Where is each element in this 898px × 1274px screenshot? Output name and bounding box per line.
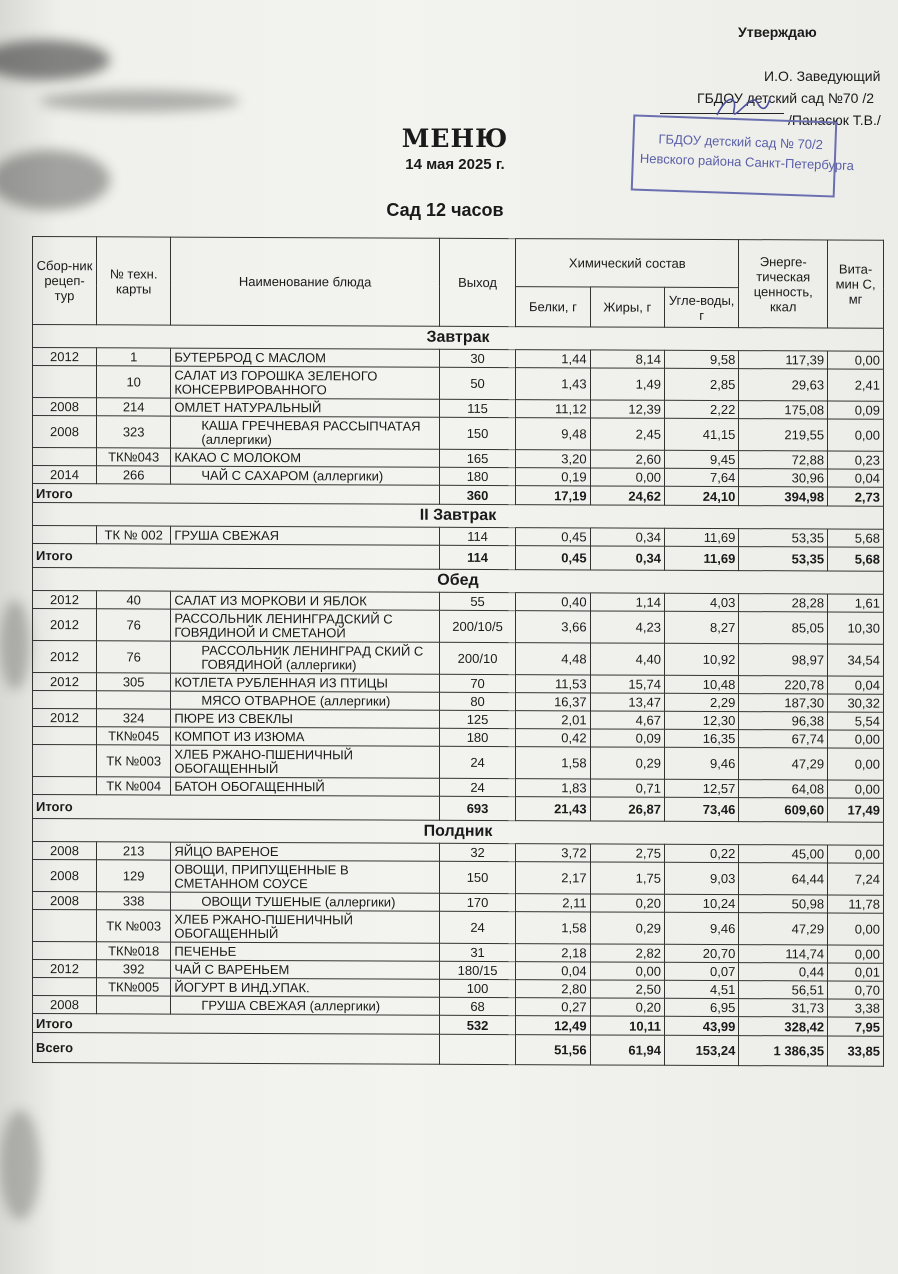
tech-card-number: 392 <box>97 960 171 978</box>
energy-value: 98,97 <box>739 644 828 676</box>
total-fat: 26,87 <box>590 797 664 821</box>
menu-row <box>33 416 884 452</box>
carbs-value: 8,27 <box>664 611 738 643</box>
recipe-collection: 2012 <box>33 709 97 727</box>
dish-yield: 70 <box>439 674 515 692</box>
vitamin-c-value: 7,24 <box>828 863 884 895</box>
total-vitamin-c: 7,95 <box>828 1017 884 1036</box>
tech-card-number: 1 <box>97 348 171 366</box>
energy-value: 117,39 <box>739 351 828 369</box>
tech-card-number: 76 <box>97 641 171 673</box>
dish-yield: 114 <box>439 527 515 545</box>
recipe-collection: 2008 <box>33 398 97 416</box>
vitamin-c-value: 0,00 <box>828 845 884 863</box>
dish-name: САЛАТ ИЗ ГОРОШКА ЗЕЛЕНОГО КОНСЕРВИРОВАННОГО <box>171 366 440 399</box>
total-energy: 328,42 <box>739 1017 828 1036</box>
col-protein: Белки, г <box>516 287 590 327</box>
energy-value: 0,44 <box>739 963 828 981</box>
section-title: II Завтрак <box>33 503 884 530</box>
recipe-collection <box>33 727 97 745</box>
recipe-collection: 2014 <box>33 466 97 484</box>
carbs-value: 9,03 <box>664 862 738 894</box>
tech-card-number: 338 <box>97 892 171 910</box>
recipe-collection: 2012 <box>33 673 97 691</box>
protein-value: 2,18 <box>516 944 590 962</box>
menu-row <box>33 910 884 946</box>
energy-value: 56,51 <box>739 981 828 999</box>
section-total-row <box>33 544 884 572</box>
energy-value: 64,44 <box>739 863 828 895</box>
fat-value: 0,00 <box>590 468 664 486</box>
dish-yield: 55 <box>439 592 515 610</box>
tech-card-number: ТК № 002 <box>97 526 171 544</box>
tech-card-number: 324 <box>97 709 171 727</box>
recipe-collection: 2008 <box>33 416 97 448</box>
tech-card-number: ТК№005 <box>97 978 171 996</box>
org-label: ГБДОУ детский сад №70 /2 <box>697 90 875 106</box>
dish-yield: 180 <box>439 467 515 485</box>
protein-value: 0,45 <box>516 528 590 546</box>
recipe-collection <box>33 691 97 709</box>
total-protein: 21,43 <box>516 797 590 821</box>
energy-value: 114,74 <box>739 945 828 963</box>
vitamin-c-value: 30,32 <box>828 694 884 712</box>
section-title: Обед <box>33 568 884 595</box>
carbs-value: 10,48 <box>664 675 738 693</box>
recipe-collection: 2012 <box>33 591 97 609</box>
fat-value: 2,60 <box>590 450 664 468</box>
menu-table <box>32 236 884 1067</box>
carbs-value: 2,22 <box>664 400 738 418</box>
total-carbs: 24,10 <box>664 486 738 505</box>
tech-card-number: 214 <box>97 398 171 416</box>
carbs-value: 10,92 <box>664 643 738 675</box>
dish-yield: 50 <box>439 367 515 399</box>
dish-name: ХЛЕБ РЖАНО-ПШЕНИЧНЫЙ ОБОГАЩЕННЫЙ <box>171 910 440 943</box>
recipe-collection: 2008 <box>33 892 97 910</box>
recipe-collection: 2008 <box>33 842 97 860</box>
section-total-row <box>33 795 884 823</box>
total-vitamin-c: 2,73 <box>828 487 884 506</box>
carbs-value: 12,57 <box>664 779 738 797</box>
vitamin-c-value: 0,00 <box>828 351 884 369</box>
scan-smudge <box>0 600 30 690</box>
grand-total-fat: 61,94 <box>590 1035 664 1065</box>
col-card: № техн. карты <box>97 237 171 325</box>
dish-name: БАТОН ОБОГАЩЕННЫЙ <box>171 777 440 796</box>
dish-name: ЙОГУРТ В ИНД.УПАК. <box>171 978 440 997</box>
energy-value: 47,29 <box>739 748 828 780</box>
col-fat: Жиры, г <box>590 287 664 327</box>
fat-value: 0,29 <box>590 747 664 779</box>
vitamin-c-value: 0,00 <box>828 780 884 798</box>
fat-value: 13,47 <box>590 693 664 711</box>
vitamin-c-value: 0,00 <box>828 730 884 748</box>
fat-value: 2,82 <box>590 944 664 962</box>
energy-value: 28,28 <box>739 594 828 612</box>
section-title: Полдник <box>33 819 884 846</box>
tech-card-number: 76 <box>97 609 171 641</box>
protein-value: 2,01 <box>516 711 590 729</box>
energy-value: 50,98 <box>739 895 828 913</box>
carbs-value: 9,45 <box>664 450 738 468</box>
dish-yield: 32 <box>439 843 515 861</box>
col-vitc: Вита-мин С, мг <box>828 240 884 328</box>
dish-yield: 115 <box>439 399 515 417</box>
dish-name: САЛАТ ИЗ МОРКОВИ И ЯБЛОК <box>171 591 440 610</box>
recipe-collection: 2012 <box>33 348 97 366</box>
col-chem: Химический состав <box>516 239 739 288</box>
dish-name: КАКАО С МОЛОКОМ <box>171 448 440 467</box>
carbs-value: 9,58 <box>664 350 738 368</box>
dish-name: ЧАЙ С САХАРОМ (аллергики) <box>171 466 440 485</box>
protein-value: 0,42 <box>516 729 590 747</box>
vitamin-c-value: 5,68 <box>828 529 884 547</box>
energy-value: 187,30 <box>739 694 828 712</box>
carbs-value: 6,95 <box>664 998 738 1016</box>
vitamin-c-value: 0,00 <box>828 419 884 451</box>
vitamin-c-value: 0,04 <box>828 469 884 487</box>
total-yield: 532 <box>439 1015 515 1034</box>
fat-value: 0,00 <box>590 962 664 980</box>
recipe-collection <box>33 366 97 398</box>
dish-name: ОВОЩИ ТУШЕНЫЕ (аллергики) <box>171 892 440 911</box>
recipe-collection: 2012 <box>33 960 97 978</box>
fat-value: 2,45 <box>590 418 664 450</box>
tech-card-number <box>97 996 171 1014</box>
fat-value: 1,75 <box>590 862 664 894</box>
vitamin-c-value: 11,78 <box>828 895 884 913</box>
fat-value: 2,75 <box>590 844 664 862</box>
menu-title: МЕНЮ <box>401 124 509 153</box>
tech-card-number: 40 <box>97 591 171 609</box>
carbs-value: 10,24 <box>664 894 738 912</box>
energy-value: 67,74 <box>739 730 828 748</box>
total-carbs: 43,99 <box>664 1016 738 1035</box>
dish-name: ЯЙЦО ВАРЕНОЕ <box>171 842 440 861</box>
total-label: Итого <box>33 1014 440 1035</box>
protein-value: 1,44 <box>516 350 590 368</box>
vitamin-c-value: 3,38 <box>828 999 884 1017</box>
tech-card-number: ТК №004 <box>97 777 171 795</box>
dish-name: ЧАЙ С ВАРЕНЬЕМ <box>171 960 440 979</box>
dish-name: ХЛЕБ РЖАНО-ПШЕНИЧНЫЙ ОБОГАЩЕННЫЙ <box>171 745 440 778</box>
menu-body <box>33 325 884 1067</box>
recipe-collection <box>33 978 97 996</box>
fat-value: 4,23 <box>590 611 664 643</box>
energy-value: 85,05 <box>739 612 828 644</box>
dish-yield: 180 <box>439 728 515 746</box>
grand-total-protein: 51,56 <box>516 1035 590 1065</box>
recipe-collection <box>33 448 97 466</box>
total-vitamin-c: 5,68 <box>828 547 884 571</box>
vitamin-c-value: 34,54 <box>828 644 884 676</box>
fat-value: 0,34 <box>590 528 664 546</box>
total-label: Итого <box>33 544 440 570</box>
dish-name: ОМЛЕТ НАТУРАЛЬНЫЙ <box>171 398 440 417</box>
carbs-value: 2,85 <box>664 368 738 400</box>
grand-total-label: Всего <box>33 1033 440 1065</box>
tech-card-number: ТК№018 <box>97 942 171 960</box>
carbs-value: 2,29 <box>664 693 738 711</box>
protein-value: 3,66 <box>516 611 590 643</box>
scan-smudge <box>40 90 240 112</box>
total-yield: 693 <box>439 796 515 820</box>
total-fat: 24,62 <box>590 486 664 505</box>
grand-total-carbs: 153,24 <box>664 1035 738 1065</box>
energy-value: 31,73 <box>739 999 828 1017</box>
fat-value: 4,67 <box>590 711 664 729</box>
tech-card-number: 266 <box>97 466 171 484</box>
recipe-collection <box>33 942 97 960</box>
protein-value: 16,37 <box>516 693 590 711</box>
vitamin-c-value: 0,01 <box>828 963 884 981</box>
dish-name: ПЮРЕ ИЗ СВЕКЛЫ <box>171 709 440 728</box>
protein-value: 2,17 <box>516 862 590 894</box>
dish-name: КАША ГРЕЧНЕВАЯ РАССЫПЧАТАЯ (аллергики) <box>171 416 440 449</box>
vitamin-c-value: 0,00 <box>828 913 884 945</box>
protein-value: 4,48 <box>516 643 590 675</box>
recipe-collection <box>33 526 97 544</box>
energy-value: 47,29 <box>739 913 828 945</box>
menu-row <box>33 860 884 896</box>
energy-value: 96,38 <box>739 712 828 730</box>
total-yield: 360 <box>439 485 515 504</box>
grand-total-yield <box>439 1034 515 1064</box>
menu-row <box>33 609 884 645</box>
col-collection: Сбор-ник рецеп-тур <box>33 237 97 325</box>
group-title: Сад 12 часов <box>386 200 504 220</box>
dish-yield: 200/10/5 <box>439 610 515 642</box>
dish-name: ПЕЧЕНЬЕ <box>171 942 440 961</box>
vitamin-c-value: 0,00 <box>828 748 884 780</box>
total-yield: 114 <box>439 545 515 569</box>
stamp-line-1: ГБДОУ детский сад № 70/2 <box>658 131 824 153</box>
carbs-value: 20,70 <box>664 944 738 962</box>
protein-value: 3,72 <box>516 844 590 862</box>
protein-value: 2,11 <box>516 894 590 912</box>
total-energy: 609,60 <box>739 798 828 822</box>
fat-value: 4,40 <box>590 643 664 675</box>
tech-card-number <box>97 691 171 709</box>
grand-total-row <box>33 1033 884 1067</box>
dish-name: РАССОЛЬНИК ЛЕНИНГРАД СКИЙ С ГОВЯДИНОЙ (аллергики) <box>171 641 440 674</box>
carbs-value: 0,22 <box>664 844 738 862</box>
tech-card-number: 10 <box>97 366 171 398</box>
dish-name: РАССОЛЬНИК ЛЕНИНГРАДСКИЙ С ГОВЯДИНОЙ И СМЕТАНОЙ <box>171 609 440 642</box>
dish-yield: 24 <box>439 746 515 778</box>
dish-name: КОМПОТ ИЗ ИЗЮМА <box>171 727 440 746</box>
position-label: И.О. Заведующий <box>764 68 881 84</box>
menu-row <box>33 641 884 677</box>
menu-date: 14 мая 2025 г. <box>405 156 505 173</box>
dish-yield: 150 <box>439 417 515 449</box>
tech-card-number: ТК№045 <box>97 727 171 745</box>
energy-value: 72,88 <box>739 451 828 469</box>
dish-yield: 180/15 <box>439 961 515 979</box>
total-fat: 10,11 <box>590 1016 664 1035</box>
total-carbs: 73,46 <box>664 797 738 821</box>
col-carbs: Угле-воды, г <box>664 287 738 327</box>
col-name: Наименование блюда <box>171 237 440 326</box>
dish-name: ГРУША СВЕЖАЯ <box>171 526 440 545</box>
recipe-collection <box>33 777 97 795</box>
dish-yield: 170 <box>439 893 515 911</box>
fat-value: 0,20 <box>590 998 664 1016</box>
vitamin-c-value: 0,00 <box>828 945 884 963</box>
carbs-value: 7,64 <box>664 468 738 486</box>
fat-value: 12,39 <box>590 400 664 418</box>
carbs-value: 9,46 <box>664 912 738 944</box>
carbs-value: 9,46 <box>664 747 738 779</box>
carbs-value: 0,07 <box>664 962 738 980</box>
menu-row <box>33 745 884 781</box>
grand-total-vitamin-c: 33,85 <box>828 1036 884 1066</box>
recipe-collection: 2008 <box>33 996 97 1014</box>
protein-value: 1,83 <box>516 779 590 797</box>
fat-value: 15,74 <box>590 675 664 693</box>
tech-card-number: 129 <box>97 860 171 892</box>
total-label: Итого <box>33 795 440 821</box>
vitamin-c-value: 10,30 <box>828 612 884 644</box>
menu-row <box>33 366 884 402</box>
scan-smudge <box>0 1110 40 1220</box>
signer-name: /Панасюк Т.В./ <box>788 112 881 128</box>
dish-yield: 200/10 <box>439 642 515 674</box>
vitamin-c-value: 2,41 <box>828 369 884 401</box>
tech-card-number: 305 <box>97 673 171 691</box>
protein-value: 0,19 <box>516 468 590 486</box>
energy-value: 64,08 <box>739 780 828 798</box>
fat-value: 2,50 <box>590 980 664 998</box>
protein-value: 1,58 <box>516 747 590 779</box>
carbs-value: 41,15 <box>664 418 738 450</box>
dish-yield: 165 <box>439 449 515 467</box>
protein-value: 11,12 <box>516 400 590 418</box>
protein-value: 9,48 <box>516 418 590 450</box>
grand-total-energy: 1 386,35 <box>739 1036 828 1066</box>
protein-value: 2,80 <box>516 980 590 998</box>
protein-value: 1,58 <box>516 912 590 944</box>
dish-yield: 100 <box>439 979 515 997</box>
energy-value: 29,63 <box>739 369 828 401</box>
total-carbs: 11,69 <box>664 546 738 570</box>
energy-value: 175,08 <box>739 401 828 419</box>
fat-value: 1,49 <box>590 368 664 400</box>
energy-value: 220,78 <box>739 676 828 694</box>
protein-value: 0,04 <box>516 962 590 980</box>
total-energy: 394,98 <box>739 487 828 506</box>
dish-yield: 31 <box>439 943 515 961</box>
protein-value: 0,27 <box>516 998 590 1016</box>
tech-card-number: ТК №003 <box>97 910 171 942</box>
vitamin-c-value: 0,23 <box>828 451 884 469</box>
dish-name: БУТЕРБРОД С МАСЛОМ <box>171 348 440 367</box>
dish-yield: 150 <box>439 861 515 893</box>
dish-name: ОВОЩИ, ПРИПУЩЕННЫЕ В СМЕТАННОМ СОУСЕ <box>171 860 440 893</box>
total-fat: 0,34 <box>590 546 664 570</box>
total-protein: 0,45 <box>516 546 590 570</box>
total-energy: 53,35 <box>739 547 828 571</box>
protein-value: 0,40 <box>516 593 590 611</box>
tech-card-number: 213 <box>97 842 171 860</box>
total-label: Итого <box>33 484 440 505</box>
fat-value: 0,71 <box>590 779 664 797</box>
carbs-value: 12,30 <box>664 711 738 729</box>
dish-name: КОТЛЕТА РУБЛЕННАЯ ИЗ ПТИЦЫ <box>171 673 440 692</box>
tech-card-number: 323 <box>97 416 171 448</box>
dish-yield: 68 <box>439 997 515 1015</box>
vitamin-c-value: 1,61 <box>828 594 884 612</box>
vitamin-c-value: 0,04 <box>828 676 884 694</box>
carbs-value: 4,03 <box>664 593 738 611</box>
tech-card-number: ТК №003 <box>97 745 171 777</box>
dish-name: МЯСО ОТВАРНОЕ (аллергики) <box>171 691 440 710</box>
recipe-collection: 2008 <box>33 860 97 892</box>
total-protein: 17,19 <box>516 486 590 505</box>
fat-value: 1,14 <box>590 593 664 611</box>
total-vitamin-c: 17,49 <box>828 798 884 822</box>
fat-value: 8,14 <box>590 350 664 368</box>
approve-label: Утверждаю <box>738 24 817 40</box>
energy-value: 219,55 <box>739 419 828 451</box>
dish-yield: 24 <box>439 911 515 943</box>
carbs-value: 16,35 <box>664 729 738 747</box>
col-energy: Энерге-тическая ценность, ккал <box>739 240 828 328</box>
tech-card-number: ТК№043 <box>97 448 171 466</box>
energy-value: 53,35 <box>739 529 828 547</box>
vitamin-c-value: 0,09 <box>828 401 884 419</box>
fat-value: 0,09 <box>590 729 664 747</box>
signature-mark <box>712 90 772 120</box>
dish-yield: 80 <box>439 692 515 710</box>
vitamin-c-value: 0,70 <box>828 981 884 999</box>
recipe-collection: 2012 <box>33 641 97 673</box>
protein-value: 11,53 <box>516 675 590 693</box>
dish-name: ГРУША СВЕЖАЯ (аллергики) <box>171 996 440 1015</box>
fat-value: 0,29 <box>590 912 664 944</box>
stamp-line-2: Невского района Санкт-Петербурга <box>639 150 855 174</box>
section-title: Завтрак <box>33 325 884 352</box>
col-yield: Выход <box>439 238 515 326</box>
dish-yield: 30 <box>439 349 515 367</box>
carbs-value: 11,69 <box>664 528 738 546</box>
recipe-collection <box>33 745 97 777</box>
recipe-collection: 2012 <box>33 609 97 641</box>
energy-value: 45,00 <box>739 845 828 863</box>
protein-value: 1,43 <box>516 368 590 400</box>
dish-yield: 24 <box>439 778 515 796</box>
carbs-value: 4,51 <box>664 980 738 998</box>
dish-yield: 125 <box>439 710 515 728</box>
protein-value: 3,20 <box>516 450 590 468</box>
fat-value: 0,20 <box>590 894 664 912</box>
vitamin-c-value: 5,54 <box>828 712 884 730</box>
recipe-collection <box>33 910 97 942</box>
energy-value: 30,96 <box>739 469 828 487</box>
total-protein: 12,49 <box>516 1016 590 1035</box>
